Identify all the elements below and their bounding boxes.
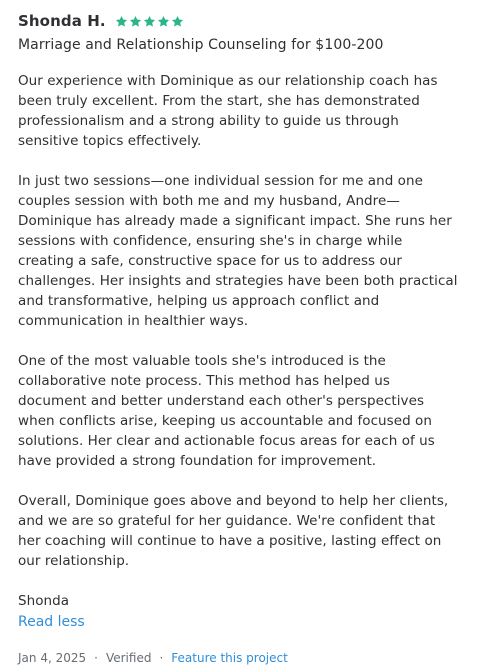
review-header bbox=[18, 10, 462, 32]
review-meta bbox=[18, 651, 462, 665]
review-paragraph: Overall, Dominique goes above and beyond to help her clients, and we are so grateful for her guidance. We're confident that her coaching will continue to have a positive, lasting effect on our relationship. bbox=[18, 493, 449, 569]
review-paragraph: Our experience with Dominique as our relationship coach has been truly excellent. From the start, she has demonstrated professionalism and a strong ability to guide us through sensitive topics effectively. bbox=[18, 73, 438, 149]
feature-project-link[interactable]: Feature this project bbox=[171, 651, 288, 665]
review-paragraph: One of the most valuable tools she's introduced is the collaborative note process. This method has helped us document and better understand each other's perspectives when conflicts arise, keeping us accountable and focused on solutions. Her clear and actionable focus areas for each of us have provided a strong foundation for improvement. bbox=[18, 353, 435, 469]
service-description: Marriage and Relationship Counseling for $100-200 bbox=[18, 37, 384, 53]
meta-separator: · bbox=[94, 651, 98, 665]
review-date: Jan 4, 2025 bbox=[18, 651, 87, 665]
star-icon bbox=[143, 15, 156, 28]
star-icon bbox=[157, 15, 170, 28]
review-body bbox=[18, 71, 462, 611]
review-signature: Shonda bbox=[18, 593, 70, 609]
star-rating bbox=[115, 15, 184, 28]
star-icon bbox=[129, 15, 142, 28]
review-paragraph: In just two sessions—one individual session for me and one couples session with both me and my husband, Andre—Dominique has already made a significant impact. She runs her sessions with confidence, ensuring she's in charge while creating a safe, constructive space for us to address our challenges. Her insights and strategies have been both practical and transformative, helping us approach conflict and communication in healthier ways. bbox=[18, 173, 458, 329]
star-icon bbox=[115, 15, 128, 28]
meta-separator: · bbox=[159, 651, 164, 665]
verified-label: Verified bbox=[105, 651, 152, 665]
star-icon bbox=[171, 15, 184, 28]
read-less-link[interactable]: Read less bbox=[18, 614, 85, 630]
reviewer-name: Shonda H. bbox=[18, 12, 106, 30]
